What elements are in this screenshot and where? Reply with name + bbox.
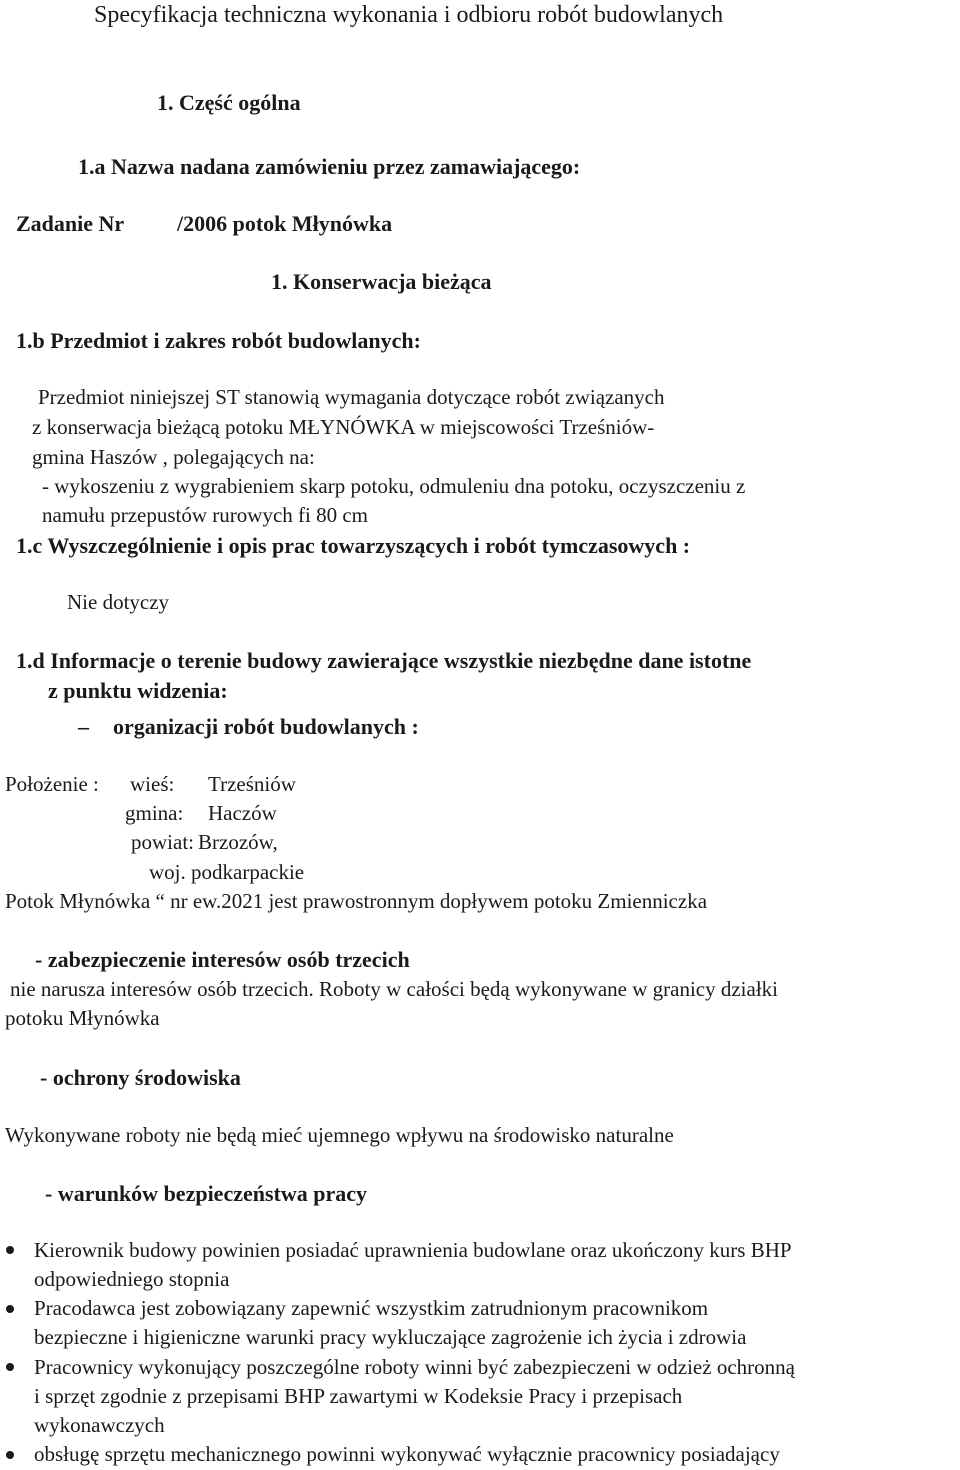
powiat-value: Brzozów, [198, 830, 278, 854]
bullet-line: i sprzęt zgodnie z przepisami BHP zawartymi w Kodeksie Pracy i przepisach [34, 1384, 683, 1408]
bullet-line: obsługę sprzętu mechanicznego powinni wykonywać wyłącznie pracownicy posiadający [34, 1442, 780, 1466]
bullet-line: wykonawczych [34, 1413, 165, 1437]
section-1b-line: z konserwacja bieżącą potoku MŁYNÓWKA w miejscowości Trześniów- [32, 415, 655, 439]
section-1b-line: Przedmiot niniejszej ST stanowią wymagania dotyczące robót związanych [38, 385, 665, 409]
part1-heading: 1. Część ogólna [157, 90, 301, 115]
polozenie-label: Położenie : [5, 772, 99, 796]
bullet-line: Pracodawca jest zobowiązany zapewnić wszystkim zatrudnionym pracownikom [34, 1296, 709, 1320]
third-parties-text-cont: potoku Młynówka [5, 1006, 160, 1030]
section-1c-text: Nie dotyczy [67, 590, 170, 614]
third-parties-heading: - zabezpieczenie interesów osób trzecich [35, 947, 410, 972]
wies-label: wieś: [130, 772, 175, 796]
section-1d-heading-cont: z punktu widzenia: [48, 678, 228, 703]
org-dash: – [78, 714, 89, 739]
powiat-label: powiat: [131, 830, 194, 854]
section-1b-line: - wykoszeniu z wygrabieniem skarp potoku, odmuleniu dna potoku, oczyszczeniu z [42, 474, 746, 498]
wies-value: Trześniów [208, 772, 296, 796]
bullet-icon [6, 1305, 14, 1313]
bullet-line: odpowiedniego stopnia [34, 1267, 230, 1291]
task-label: Zadanie Nr [16, 211, 125, 236]
environment-heading: - ochrony środowiska [40, 1065, 241, 1090]
section-1d-heading: 1.d Informacje o terenie budowy zawierające wszystkie niezbędne dane istotne [16, 648, 752, 673]
section-1c-heading: 1.c Wyszczególnienie i opis prac towarzyszących i robót tymczasowych : [16, 533, 691, 558]
third-parties-text: nie narusza interesów osób trzecich. Roboty w całości będą wykonywane w granicy działki [10, 977, 778, 1001]
section-1b-line: gmina Haszów , polegających na: [32, 445, 315, 469]
wojewodztwo: woj. podkarpackie [149, 860, 305, 884]
environment-text: Wykonywane roboty nie będą mieć ujemnego wpływu na środowisko naturalne [5, 1123, 674, 1147]
section-1b-heading: 1.b Przedmiot i zakres robót budowlanych: [16, 328, 421, 353]
document-title: Specyfikacja techniczna wykonania i odbioru robót budowlanych [94, 2, 724, 28]
org-heading: organizacji robót budowlanych : [113, 714, 419, 739]
bullet-icon [6, 1363, 14, 1371]
gmina-value: Haczów [208, 801, 277, 825]
bullet-line: Kierownik budowy powinien posiadać uprawnienia budowlane oraz ukończony kurs BHP [34, 1238, 792, 1262]
bullet-line: Pracownicy wykonujący poszczególne roboty winni być zabezpieczeni w odzież ochronną [34, 1355, 795, 1379]
gmina-label: gmina: [125, 801, 184, 825]
safety-heading: - warunków bezpieczeństwa pracy [45, 1181, 368, 1206]
section-1b-line: namułu przepustów rurowych fi 80 cm [42, 503, 369, 527]
potok-description: Potok Młynówka “ nr ew.2021 jest prawostronnym dopływem potoku Zmienniczka [5, 889, 708, 913]
section-1a-heading: 1.a Nazwa nadana zamówieniu przez zamawiającego: [78, 154, 581, 179]
bullet-icon [6, 1246, 14, 1254]
bullet-icon [6, 1451, 14, 1459]
task-value: /2006 potok Młynówka [177, 211, 393, 236]
bullet-line: bezpieczne i higieniczne warunki pracy wykluczające zagrożenie ich życia i zdrowia [34, 1325, 747, 1349]
konserwacja-heading: 1. Konserwacja bieżąca [271, 269, 492, 294]
